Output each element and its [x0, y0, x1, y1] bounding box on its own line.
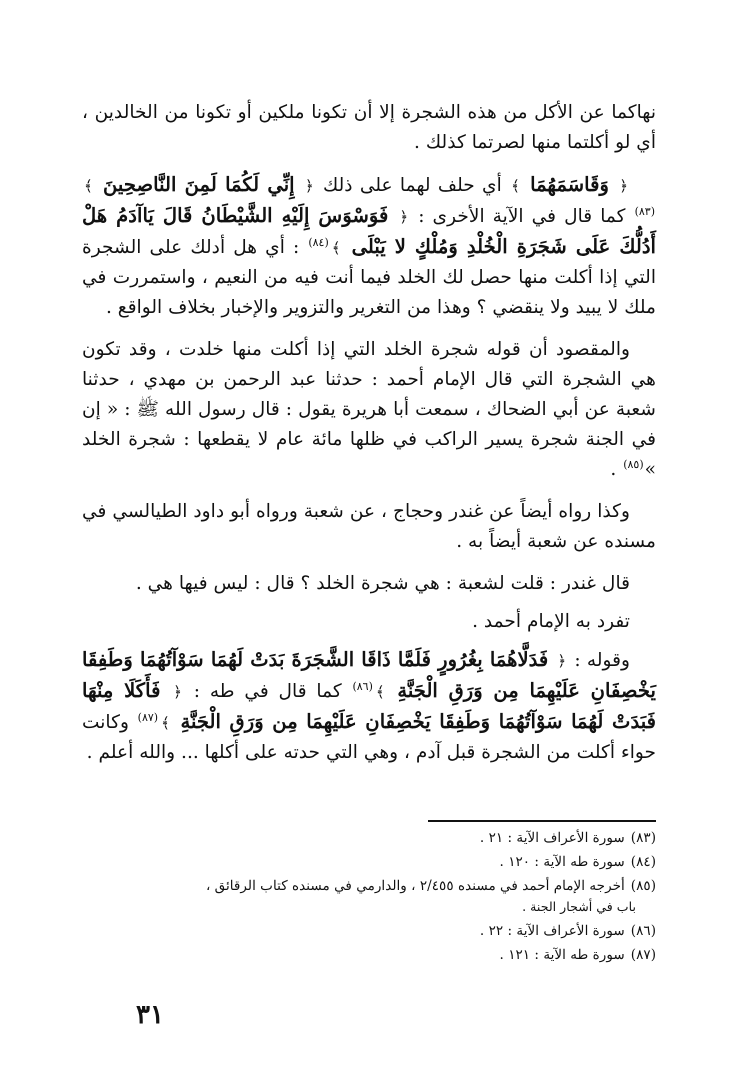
footnote-ref-85: (٨٥) — [623, 458, 644, 471]
bracket-close: ﴾ — [161, 714, 170, 732]
footnote-ref-84: (٨٤) — [308, 236, 329, 249]
verse-text: فَوَسْوَسَ إِلَيْهِ الشَّيْطَانُ قَالَ يَاآدَمُ هَلْ أَدُلُّكَ عَلَى شَجَرَةِ الْخُلْدِ وَمُلْكٍ لا يَبْلَى — [82, 204, 656, 258]
footnote-text: أخرجه الإمام أحمد في مسنده ٢/٤٥٥ ، والدارمي في مسنده كتاب الرقائق ، — [205, 878, 625, 894]
footnote-ref-83: (٨٣) — [634, 205, 656, 218]
paragraph-7-text-2: كما قال في طه : — [193, 681, 342, 702]
footnote-text: سورة الأعراف الآية : ٢٢ . — [479, 923, 625, 939]
bracket-close: ﴾ — [375, 683, 385, 701]
bracket-open: ﴿ — [304, 177, 314, 195]
paragraph-1-text: نهاكما عن الأكل من هذه الشجرة إلا أن تكونا ملكين أو تكونا من الخالدين ، أي لو أكلتما منها لصرتما كذلك . — [82, 102, 656, 153]
footnotes — [82, 828, 656, 969]
quran-verse — [509, 173, 630, 196]
footnote-number: (٨٤) — [630, 854, 656, 870]
verse-text: وَقَاسَمَهُمَا — [530, 173, 609, 196]
paragraph-4 — [82, 497, 656, 557]
bracket-open: ﴿ — [619, 177, 628, 195]
quran-verse — [82, 173, 316, 196]
bracket-close: ﴾ — [331, 239, 341, 257]
footnote-text: سورة طه الآية : ١٢١ . — [499, 947, 625, 963]
paragraph-6-text: تفرد به الإمام أحمد . — [472, 611, 630, 632]
bracket-open: ﴿ — [399, 208, 409, 226]
bracket-open: ﴿ — [557, 652, 567, 670]
verse-text: إِنِّي لَكُمَا لَمِنَ النَّاصِحِينَ — [103, 173, 295, 196]
footnote-divider — [428, 820, 656, 822]
paragraph-2-text-1: أي حلف لهما على ذلك — [322, 175, 502, 196]
footnote-item — [82, 921, 656, 942]
footnote-ref-87: (٨٧) — [137, 711, 159, 724]
footnote-number: (٨٥) — [630, 878, 656, 894]
paragraph-3-text: والمقصود أن قوله شجرة الخلد التي إذا أكلت منها خلدت ، وقد تكون هي الشجرة التي قال الإمام أحمد : حدثنا عبد الرحمن بن مهدي ، حدثنا شعبة عن أبي الضحاك ، سمعت أبا هريرة يقول : قال رسول الله ﷺ : « إن في الجنة شجرة يسير الراكب في ظلها مائة عام لا يقطعها : شجرة الخلد » — [82, 339, 656, 480]
bracket-open: ﴿ — [173, 683, 182, 701]
footnote-number: (٨٦) — [630, 923, 656, 939]
paragraph-5 — [82, 569, 656, 599]
footnote-text: سورة طه الآية : ١٢٠ . — [499, 854, 625, 870]
verse-text: فَأَكَلَا مِنْهَا فَبَدَتْ لَهُمَا سَوْآتُهُمَا وَطَفِقَا يَخْصِفَانِ عَلَيْهِمَا مِن وَرَقِ الْجَنَّةِ — [82, 679, 657, 733]
page-body — [82, 98, 656, 780]
page-number: ٣١ — [136, 1000, 164, 1030]
paragraph-3 — [82, 335, 656, 485]
paragraph-1 — [82, 98, 656, 158]
paragraph-2-text-3: : أي هل أدلك على الشجرة التي إذا أكلت منها حصل لك الخلد فيما أنت فيه من النعيم ، واستمررت في ملك لا يبيد ولا ينقضي ؟ وهذا من التغرير والتزوير والإخبار بخلاف الواقع . — [82, 237, 656, 318]
footnote-item — [82, 876, 656, 918]
paragraph-3-end: . — [610, 459, 617, 480]
paragraph-2-text-2: كما قال في الآية الأخرى : — [418, 206, 626, 227]
bracket-close: ﴾ — [84, 177, 93, 195]
footnote-number: (٨٧) — [630, 947, 656, 963]
paragraph-7 — [82, 645, 656, 768]
footnote-number: (٨٣) — [630, 830, 656, 846]
bracket-close: ﴾ — [511, 177, 520, 195]
footnote-text: سورة الأعراف الآية : ٢١ . — [479, 830, 625, 846]
footnote-item — [82, 945, 656, 966]
paragraph-7-text-1: وقوله : — [574, 650, 630, 671]
paragraph-7-text-3: وكانت حواء أكلت من الشجرة قبل آدم ، وهي التي حدته على أكلها ... والله أعلم . — [82, 712, 656, 763]
paragraph-4-text: وكذا رواه أيضاً عن غندر وحجاج ، عن شعبة ورواه أبو داود الطيالسي في مسنده عن شعبة أيضاً به . — [82, 501, 656, 552]
paragraph-2 — [82, 170, 656, 323]
footnote-item — [82, 852, 656, 873]
paragraph-6 — [82, 607, 656, 637]
verse-text: فَدَلَّاهُمَا بِغُرُورٍ فَلَمَّا ذَاقَا الشَّجَرَةَ بَدَتْ لَهُمَا سَوْآتُهُمَا وَطَفِقَا يَخْصِفَانِ عَلَيْهِمَا مِن وَرَقِ الْجَنَّةِ — [82, 648, 656, 702]
footnote-ref-86: (٨٦) — [352, 680, 373, 693]
paragraph-5-text: قال غندر : قلت لشعبة : هي شجرة الخلد ؟ قال : ليس فيها هي . — [135, 573, 630, 594]
footnote-item — [82, 828, 656, 849]
footnote-continuation: باب في أشجار الجنة . — [522, 899, 636, 914]
